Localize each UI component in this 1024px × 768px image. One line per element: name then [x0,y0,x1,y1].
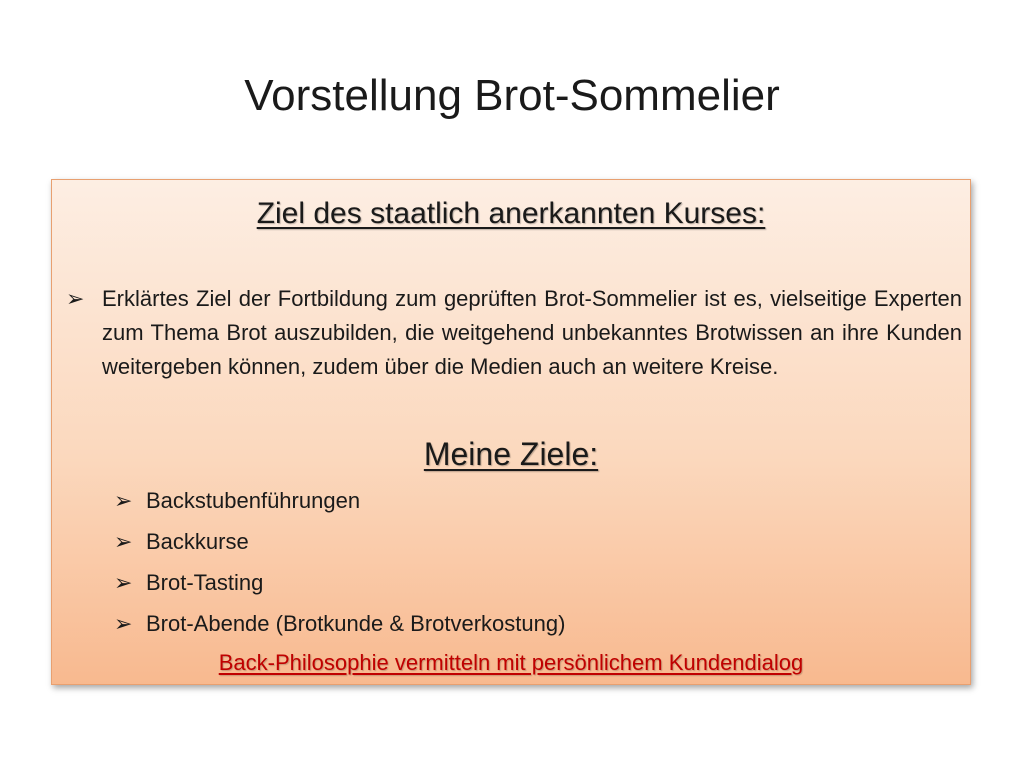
course-goal-paragraph [66,282,962,384]
slide-title: Vorstellung Brot-Sommelier [244,71,780,120]
course-goal-heading: Ziel des staatlich anerkannten Kurses: [256,197,766,230]
goals-list [114,480,565,644]
list-item [114,603,565,644]
list-item [114,562,565,603]
arrow-bullet-icon: ➢ [114,570,133,595]
goal-label: Backkurse [146,529,249,554]
arrow-bullet-icon: ➢ [114,611,133,636]
list-item [114,521,565,562]
arrow-bullet-icon: ➢ [114,488,133,513]
goal-label: Brot-Abende (Brotkunde & Brotverkostung) [146,611,566,636]
arrow-bullet-icon: ➢ [114,529,133,554]
my-goals-heading: Meine Ziele: [423,436,599,472]
list-item [114,480,565,521]
goal-label: Backstubenführungen [146,488,361,513]
arrow-bullet-icon: ➢ [66,286,85,311]
course-goal-text: Erklärtes Ziel der Fortbildung zum geprüften Brot-Sommelier ist es, vielseitige Experten zum Thema Brot auszubilden, die weitgehend unbekanntes Brotwissen an ihre Kunden weitergeben können, zudem über die Medien auch an weitere Kreise. [102,286,962,379]
content-box [51,179,971,685]
goal-label: Brot-Tasting [146,570,264,595]
closing-statement: Back-Philosophie vermitteln mit persönlichem Kundendialog [218,650,804,675]
